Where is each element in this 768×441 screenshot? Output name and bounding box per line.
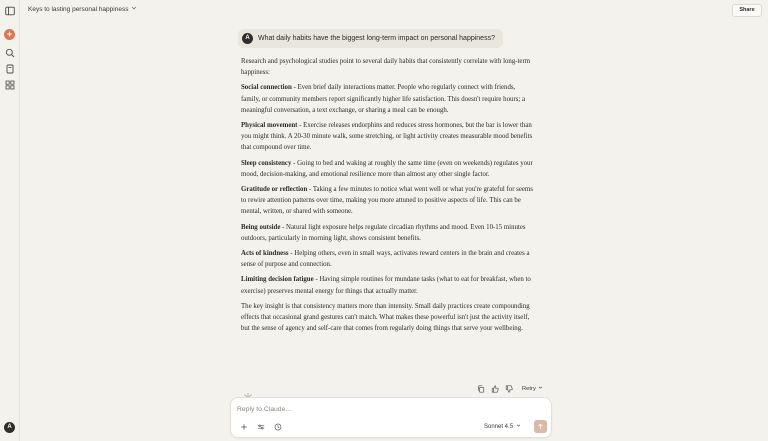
habit-paragraph [241, 184, 533, 218]
habit-title: Limiting decision fatigue [241, 276, 314, 284]
top-bar [20, 0, 768, 20]
arrow-up-icon [537, 423, 544, 430]
model-selector[interactable] [484, 423, 521, 430]
habit-body: - Even brief daily interactions matter. People who regularly connect with friends, family, or community members report significantly higher life satisfaction. This doesn't require hours; a meaningful conversation, a text exchange, or sharing a meal can be enough. [241, 84, 526, 114]
assistant-response [241, 56, 533, 338]
user-avatar[interactable]: A [4, 422, 15, 433]
habit-body: - Helping others, even in small ways, activates reward centers in the brain and creates a sense of purpose and connection. [241, 250, 530, 269]
response-conclusion: The key insight is that consistency matters more than intensity. Small daily practices create compounding effects that occasional grand gestures can't match. What makes these powerful isn't just the activity itself, but the sense of agency and self-care that comes from regularly doing things that serve your wellbeing. [241, 302, 530, 333]
clock-icon[interactable] [273, 422, 283, 432]
chevron-down-icon [131, 5, 137, 13]
habit-title: Gratitude or reflection [241, 186, 308, 194]
habit-paragraph [241, 248, 533, 270]
user-message [238, 29, 503, 48]
habit-body: - Taking a few minutes to notice what went well or what you're grateful for seems to rewire attention patterns over time, making you more attuned to positive aspects of life. This can be mental, written, or shared with someone. [241, 186, 533, 216]
habit-body: - Natural light exposure helps regulate circadian rhythms and mood. Even 10-15 minutes outdoors, particularly in morning light, shows consistent benefits. [241, 223, 526, 242]
copy-icon[interactable] [476, 384, 485, 393]
habit-body: - Having simple routines for mundane tasks (what to eat for breakfast, when to exercise) preserves mental energy for things that actually matter. [241, 276, 531, 295]
chevron-down-icon [516, 423, 521, 430]
retry-button[interactable] [522, 385, 543, 392]
thumbs-up-icon[interactable] [490, 384, 499, 393]
chats-icon[interactable] [4, 63, 16, 75]
habit-paragraph [241, 222, 533, 244]
share-button[interactable]: Share [732, 4, 762, 17]
habit-paragraph [241, 158, 533, 180]
habit-body: - Exercise releases endorphins and reduces stress hormones, but the bar is lower than you might think. A 20-30 minute walk, some stretching, or light activity creates measurable mood benefits that compound over time. [241, 122, 533, 152]
new-chat-icon[interactable]: + [4, 29, 15, 40]
habit-paragraph [241, 82, 533, 116]
sidebar-toggle-icon[interactable] [4, 5, 16, 17]
user-message-avatar: A [242, 33, 253, 44]
reply-composer [230, 397, 552, 438]
retry-label: Retry [522, 385, 536, 392]
sidebar-rail [0, 0, 20, 441]
habit-title: Acts of kindness [241, 250, 289, 258]
reply-input[interactable] [237, 404, 537, 414]
habit-title: Being outside [241, 223, 281, 231]
habit-paragraph [241, 274, 533, 296]
habit-title: Social connection [241, 84, 292, 92]
habit-body: - Going to bed and waking at roughly the same time (even on weekends) regulates your mood, decision-making, and emotional resilience more than almost any other single factor. [241, 159, 533, 178]
send-button[interactable] [534, 420, 547, 433]
habit-title: Sleep consistency [241, 159, 292, 167]
thumbs-down-icon[interactable] [504, 384, 513, 393]
search-icon[interactable] [4, 47, 16, 59]
user-message-text: What daily habits have the biggest long-term impact on personal happiness? [258, 35, 495, 42]
conversation-title-menu[interactable] [28, 5, 137, 13]
message-actions [476, 384, 543, 393]
habit-title: Physical movement [241, 122, 298, 130]
tools-settings-icon[interactable] [256, 422, 266, 432]
chevron-down-icon [538, 385, 543, 392]
conversation-title: Keys to lasting personal happiness [28, 5, 129, 13]
artifacts-icon[interactable] [4, 79, 16, 91]
response-intro: Research and psychological studies point to several daily habits that consistently correlate with long-term happiness: [241, 58, 531, 77]
model-label: Sonnet 4.5 [484, 423, 514, 430]
habit-paragraph [241, 120, 533, 154]
add-attachment-icon[interactable] [239, 422, 249, 432]
